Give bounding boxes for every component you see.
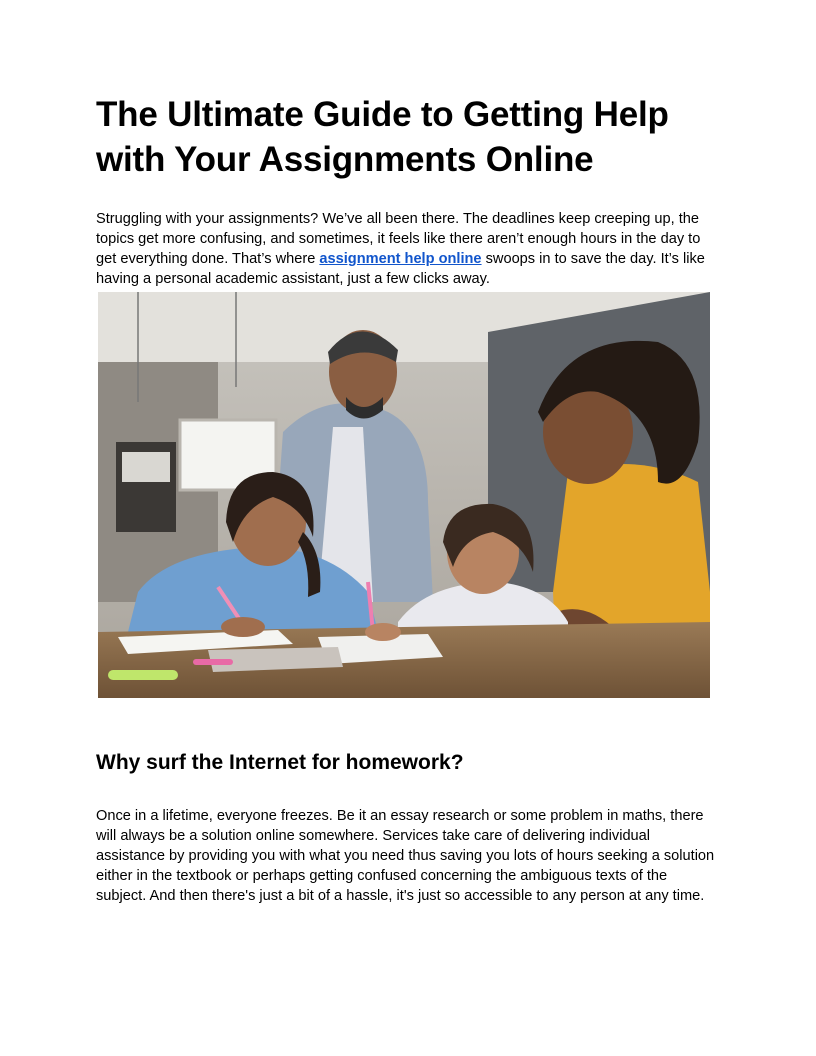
document-page bbox=[96, 92, 720, 906]
intro-text-after-link: swoops in to save the day. It’s like having a personal academic assistant, just a few clicks away. bbox=[96, 251, 705, 287]
section-body: Once in a lifetime, everyone freezes. Be it an essay research or some problem in maths, there will always be a solution online somewhere. Services take care of delivering individual assistance by providing you with what you need thus saving you lots of hours seeking a solution either in the textbook or perhaps getting confused concerning the ambiguous texts of the subject. And then there's just a bit of a hassle, it's just so accessible to any person at any time. bbox=[96, 808, 715, 904]
section-heading: Why surf the Internet for homework? bbox=[96, 751, 464, 774]
intro-text-before-link: Struggling with your assignments? We’ve all been there. The deadlines keep creeping up, the topics get more confusing, and sometimes, it feels like there aren’t enough hours in the day to get everything done. That’s where bbox=[96, 211, 701, 267]
assignment-help-link[interactable]: assignment help online bbox=[319, 251, 482, 267]
intro-paragraph bbox=[96, 209, 720, 289]
page-title: The Ultimate Guide to Getting Help with Your Assignments Online bbox=[96, 95, 669, 179]
hero-image bbox=[98, 292, 710, 698]
